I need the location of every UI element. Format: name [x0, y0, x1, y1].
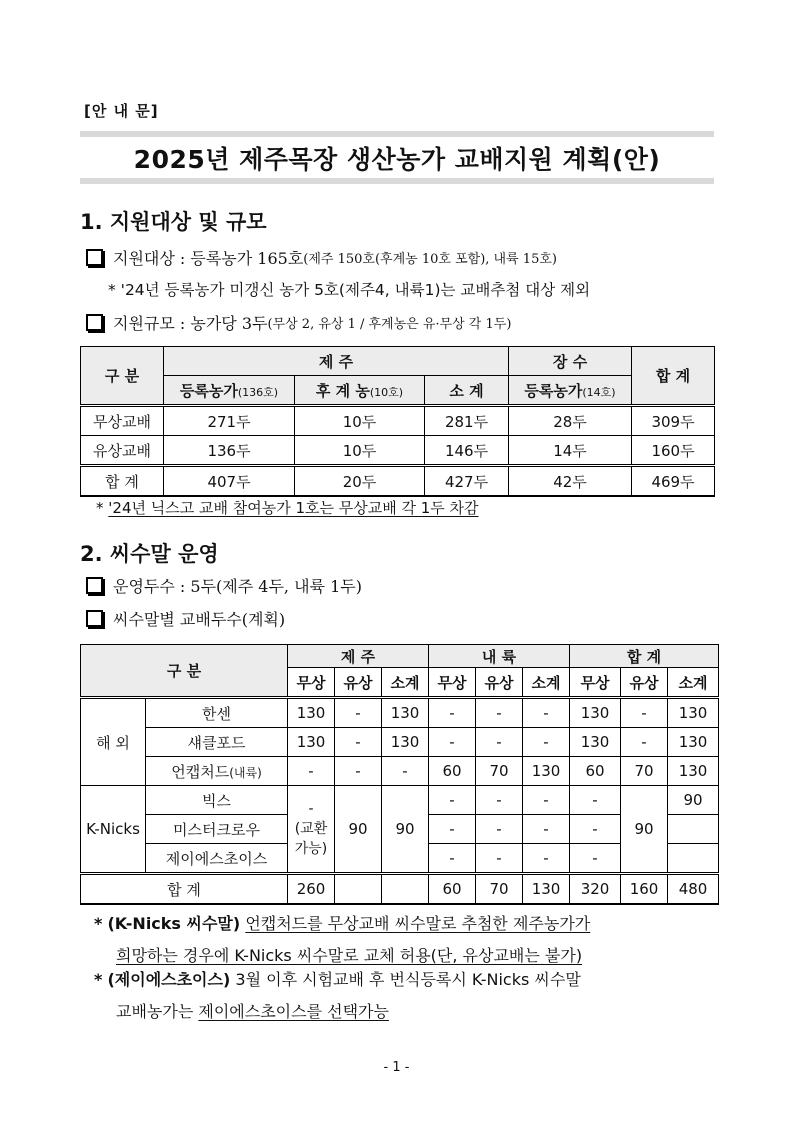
empty-cell	[668, 815, 719, 844]
cell: 130	[668, 698, 719, 728]
cell: 130	[382, 698, 429, 728]
cell: -	[288, 757, 335, 786]
page-number: - 1 -	[383, 1060, 410, 1075]
row-label: 유상교배	[81, 436, 164, 466]
cell: 90	[668, 786, 719, 815]
target-bullet	[86, 246, 557, 269]
plan-label: 씨수말별 교배두수(계획)	[113, 610, 286, 629]
cell: 130	[382, 728, 429, 757]
cell: 130	[288, 698, 335, 728]
cell: -	[476, 698, 523, 728]
footnote-text: '24년 닉스고 교배 참여농가 1호는 무상교배 각 1두 차감	[108, 499, 479, 517]
checkbox-square-icon	[86, 314, 103, 331]
cell: 10두	[295, 436, 425, 466]
cell: -	[621, 698, 668, 728]
header-total: 합 계	[632, 347, 715, 406]
subheader: 무상	[288, 668, 335, 698]
cell: 130	[570, 728, 621, 757]
header-total: 합 계	[570, 645, 719, 668]
knicks-free-cell: - (교환가능)	[288, 786, 335, 874]
table-row	[81, 786, 719, 815]
cell: 130	[668, 757, 719, 786]
note-text: 희망하는 경우에 K-Nicks 씨수말로 교체 허용(단, 유상교배는 불가)	[116, 946, 583, 965]
stallion-plan-table	[80, 644, 719, 905]
stallion-name: 빅스	[146, 786, 288, 815]
table-row	[81, 757, 719, 786]
cell: 130	[288, 728, 335, 757]
cell: -	[570, 815, 621, 844]
target-note: * '24년 등록농가 미갱신 농가 5호(제주4, 내륙1)는 교배추첨 대상 제외	[108, 281, 591, 299]
cell: 70	[476, 757, 523, 786]
cell: 70	[621, 757, 668, 786]
cell: 10두	[295, 406, 425, 436]
cell	[335, 874, 382, 905]
plan-bullet	[86, 607, 285, 630]
subheader: 소계	[382, 668, 429, 698]
cell: 20두	[295, 466, 425, 497]
note-text: 언캡처드를 무상교배 씨수말로 추첨한 제주농가가	[245, 914, 591, 933]
cell: 309두	[632, 406, 715, 436]
cell: 271두	[164, 406, 295, 436]
cell: 60	[570, 757, 621, 786]
row-label: 합 계	[81, 874, 288, 905]
notice-label: [안 내 문]	[84, 102, 159, 120]
footnote-star: *	[96, 499, 104, 517]
cell	[382, 874, 429, 905]
cell: -	[335, 757, 382, 786]
cell: -	[335, 728, 382, 757]
knicks-paid-cell: 90	[335, 786, 382, 874]
cell: -	[523, 815, 570, 844]
cell: -	[476, 844, 523, 874]
header-jangsu: 장 수	[509, 347, 632, 376]
document-title: 2025년 제주목장 생산농가 교배지원 계획(안)	[133, 144, 661, 174]
cell: -	[429, 786, 476, 815]
cell: 136두	[164, 436, 295, 466]
section1-footnote	[96, 497, 479, 518]
cell: 28두	[509, 406, 632, 436]
row-label: 무상교배	[81, 406, 164, 436]
stallion-name: 한센	[146, 698, 288, 728]
cell: 160	[621, 874, 668, 905]
header-jeju: 제 주	[164, 347, 509, 376]
stallion-name: 섀클포드	[146, 728, 288, 757]
note-text: 교배농가는	[116, 1002, 194, 1021]
subheader-registered: 등록농가(136호)	[164, 376, 295, 406]
stallion-name: 미스터크로우	[146, 815, 288, 844]
cell: 70	[476, 874, 523, 905]
cell: -	[429, 815, 476, 844]
note-head: (제이에스초이스)	[107, 970, 231, 989]
scale-detail: (무상 2, 유상 1 / 후계농은 유·무상 각 1두)	[267, 317, 512, 332]
table-row	[81, 436, 715, 466]
subheader-subtotal: 소 계	[425, 376, 509, 406]
checkbox-square-icon	[86, 577, 103, 594]
table-row	[81, 406, 715, 436]
header-inland: 내 륙	[429, 645, 570, 668]
subheader: 소계	[668, 668, 719, 698]
checkbox-square-icon	[86, 249, 103, 266]
group-knicks: K-Nicks	[81, 786, 146, 874]
cell: 14두	[509, 436, 632, 466]
cell: -	[523, 786, 570, 815]
table-total-row	[81, 874, 719, 905]
ops-bullet	[86, 574, 362, 597]
subheader: 유상	[335, 668, 382, 698]
row-label: 합 계	[81, 466, 164, 497]
cell: 130	[523, 757, 570, 786]
table-total-row	[81, 466, 715, 497]
support-scale-table	[80, 346, 715, 497]
note-head: (K-Nicks 씨수말)	[107, 914, 241, 933]
section1-heading: 1. 지원대상 및 규모	[80, 210, 267, 234]
ops-label: 운영두수 : 5두(제주 4두, 내륙 1두)	[113, 577, 362, 596]
scale-label: 지원규모 : 농가당 3두	[113, 314, 268, 333]
cell: -	[476, 786, 523, 815]
cell: 160두	[632, 436, 715, 466]
cell: 146두	[425, 436, 509, 466]
cell: -	[523, 728, 570, 757]
subheader: 유상	[621, 668, 668, 698]
cell: 130	[570, 698, 621, 728]
subheader: 소계	[523, 668, 570, 698]
knicks-sub-cell: 90	[382, 786, 429, 874]
table-row	[81, 698, 719, 728]
note-text: 제이에스초이스를 선택가능	[198, 1002, 389, 1021]
cell: 469두	[632, 466, 715, 497]
cell: 480	[668, 874, 719, 905]
empty-cell	[668, 844, 719, 874]
group-overseas: 해 외	[81, 698, 146, 786]
cell: 260	[288, 874, 335, 905]
cell: -	[382, 757, 429, 786]
document-title-band	[80, 131, 714, 184]
cell: -	[523, 698, 570, 728]
target-label: 지원대상 : 등록농가 165호	[113, 249, 304, 268]
header-jeju: 제 주	[288, 645, 429, 668]
cell: 130	[523, 874, 570, 905]
note-jschoice	[94, 964, 718, 1028]
subheader: 무상	[570, 668, 621, 698]
cell: 60	[429, 757, 476, 786]
header-gubun: 구 분	[81, 645, 288, 698]
note-knicks	[94, 908, 718, 972]
section2-heading: 2. 씨수말 운영	[80, 542, 219, 566]
cell: -	[335, 698, 382, 728]
cell: 281두	[425, 406, 509, 436]
scale-bullet	[86, 311, 511, 334]
subheader: 무상	[429, 668, 476, 698]
subheader-successor: 후 계 농(10호)	[295, 376, 425, 406]
stallion-name: 제이에스초이스	[146, 844, 288, 874]
cell: -	[429, 844, 476, 874]
note-text: 3월 이후 시험교배 후 번식등록시 K-Nicks 씨수말	[235, 970, 581, 989]
cell: -	[523, 844, 570, 874]
cell: 320	[570, 874, 621, 905]
table-row	[81, 728, 719, 757]
target-detail: (제주 150호(후계농 10호 포함), 내륙 15호)	[303, 252, 557, 267]
cell: -	[476, 728, 523, 757]
checkbox-square-icon	[86, 610, 103, 627]
cell: -	[429, 728, 476, 757]
cell: -	[570, 786, 621, 815]
cell: 130	[668, 728, 719, 757]
cell: -	[476, 815, 523, 844]
cell: 427두	[425, 466, 509, 497]
header-gubun: 구 분	[81, 347, 164, 406]
cell: -	[621, 728, 668, 757]
cell: 42두	[509, 466, 632, 497]
cell: 60	[429, 874, 476, 905]
knicks-total-paid-cell: 90	[621, 786, 668, 874]
cell: 407두	[164, 466, 295, 497]
note-star: *	[94, 914, 103, 933]
subheader: 유상	[476, 668, 523, 698]
note-star: *	[94, 970, 103, 989]
cell: -	[429, 698, 476, 728]
stallion-name: 언캡처드(내륙)	[146, 757, 288, 786]
cell: -	[570, 844, 621, 874]
subheader-jangsu-registered: 등록농가(14호)	[509, 376, 632, 406]
